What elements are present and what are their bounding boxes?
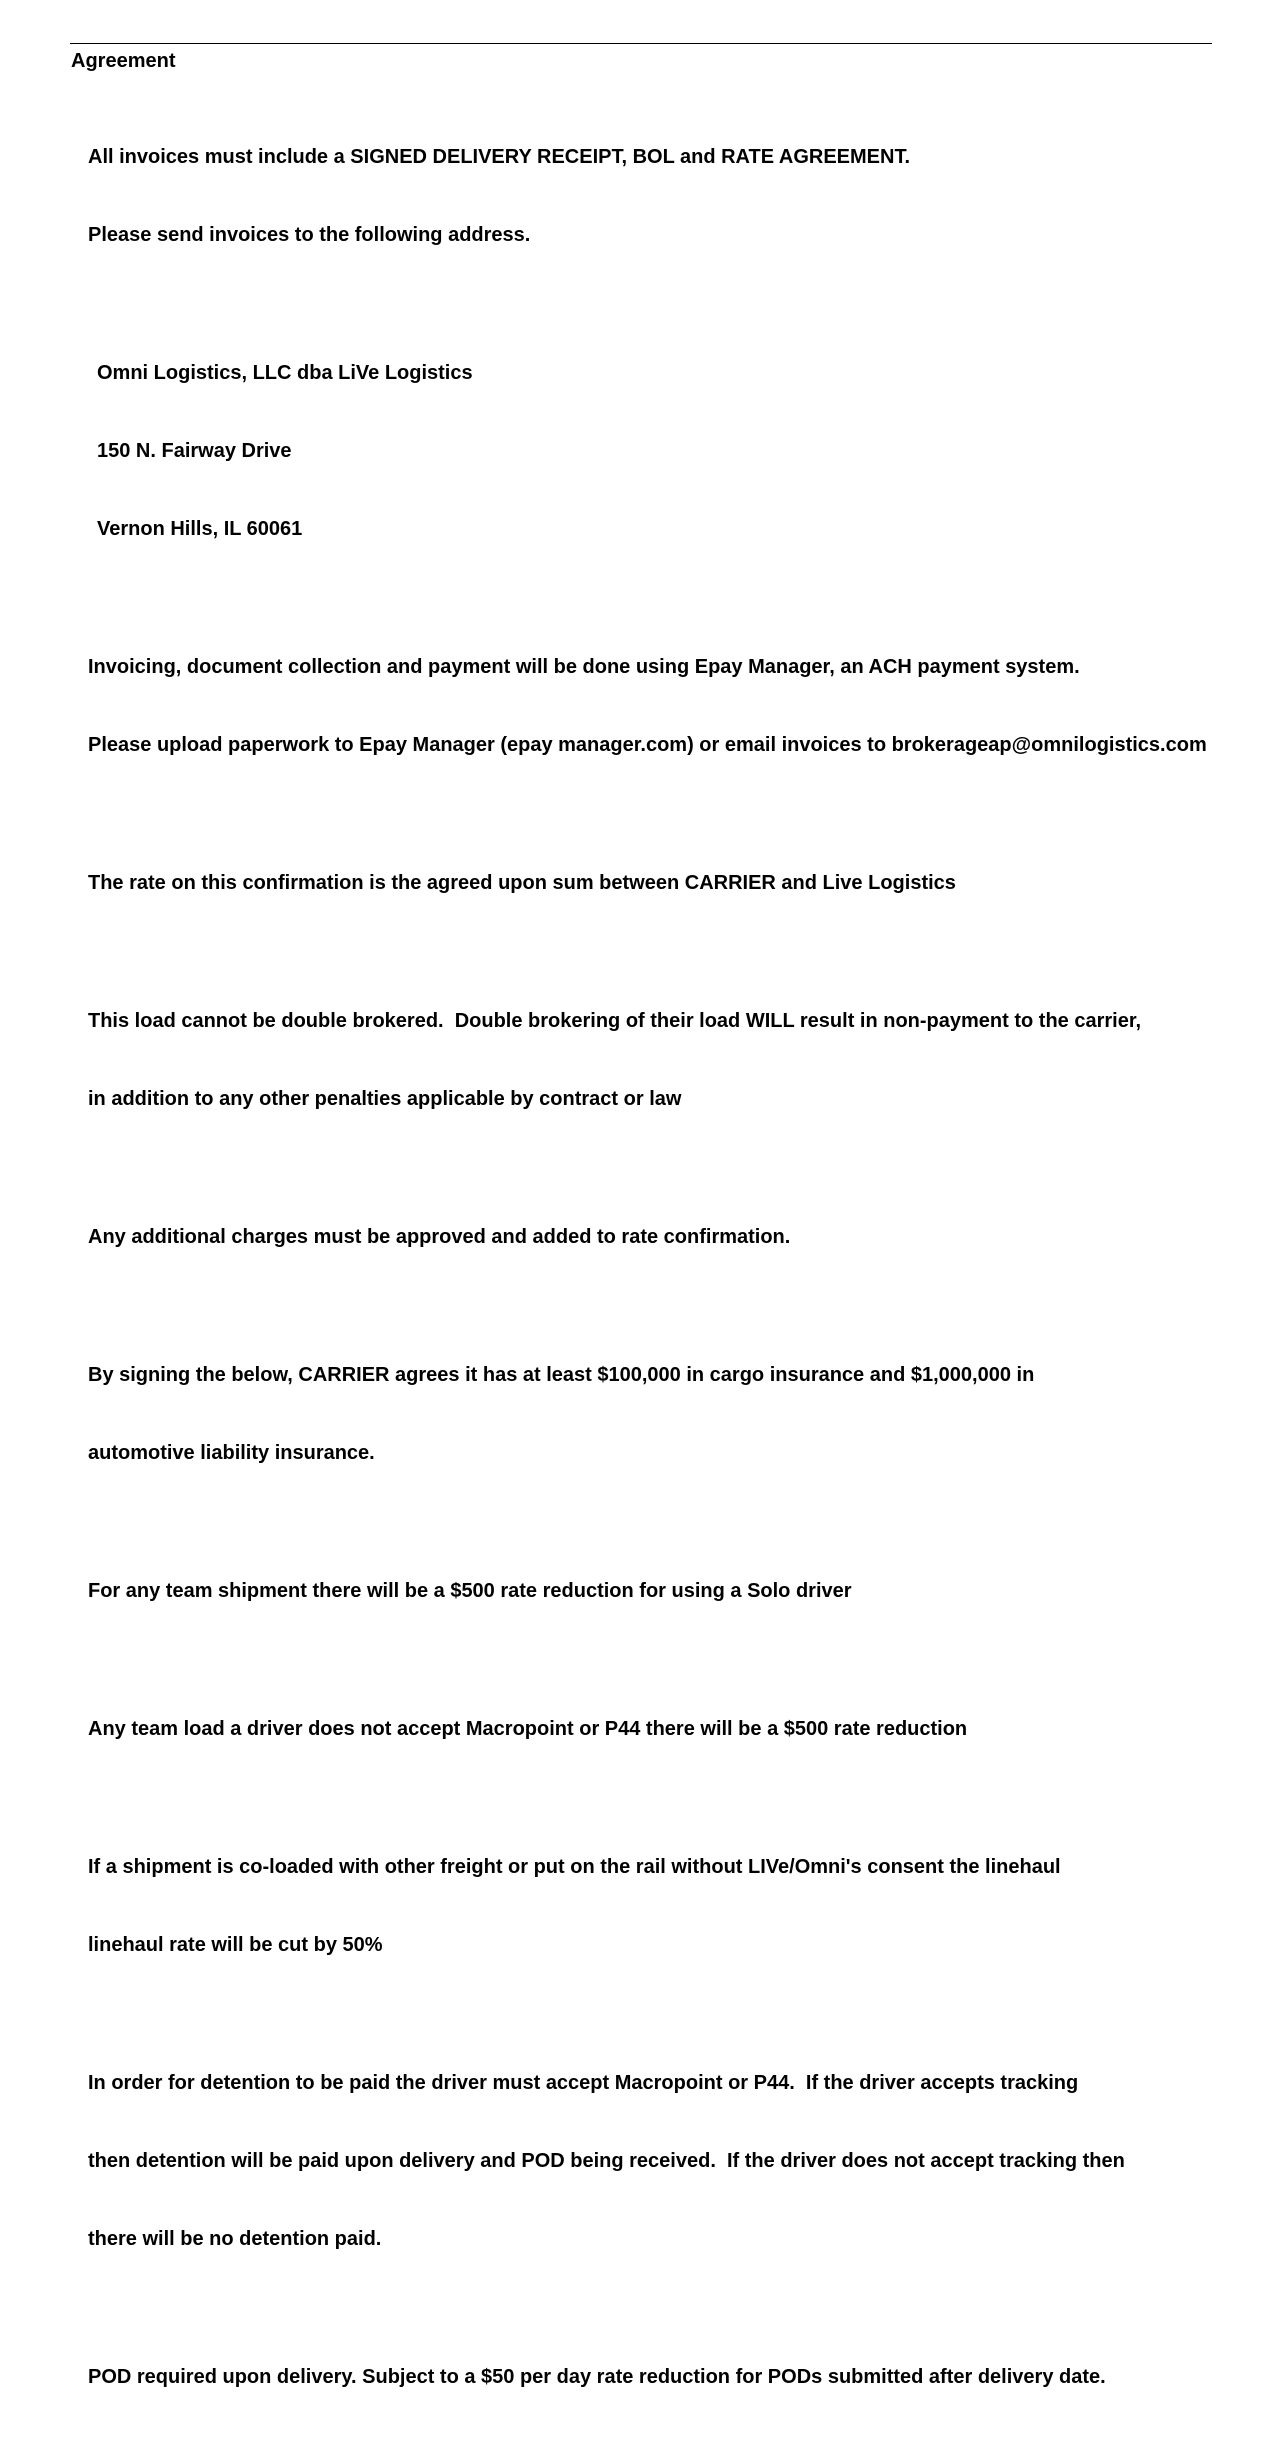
text-line: POD required upon delivery. Subject to a $50 per day rate reduction for PODs submitted after delivery date. [88,2366,1106,2388]
text-line: Please send invoices to the following address. [88,224,531,246]
text-line: Any team load a driver does not accept Macropoint or P44 there will be a $500 rate reduction [88,1718,968,1740]
team-solo-paragraph [88,1526,1278,1656]
detention-paragraph [88,2018,1278,2304]
text-line: automotive liability insurance. [88,1442,375,1464]
address-company: Omni Logistics, LLC dba LiVe Logistics [97,362,473,384]
invoicing-paragraph [88,602,1278,810]
agreement-terms [88,92,1278,2450]
text-line: This load cannot be double brokered. Double brokering of their load WILL result in non-payment to the carrier, [88,1010,1142,1032]
text-line: then detention will be paid upon delivery and POD being received. If the driver does not accept tracking then [88,2150,1125,2172]
text-line: there will be no detention paid. [88,2228,382,2250]
pod-paragraph [88,2312,1278,2442]
section-heading: Agreement [71,50,176,72]
text-line: Invoicing, document collection and payment will be done using Epay Manager, an ACH payment system. [88,656,1080,678]
text-line: linehaul rate will be cut by 50% [88,1934,383,1956]
intro-paragraph [88,92,1278,300]
team-tracking-paragraph [88,1664,1278,1794]
text-line: All invoices must include a SIGNED DELIVERY RECEIPT, BOL and RATE AGREEMENT. [88,146,911,168]
insurance-paragraph [88,1310,1278,1518]
double-brokering-paragraph [88,956,1278,1164]
coloaded-paragraph [88,1802,1278,2010]
text-line: Please upload paperwork to Epay Manager (epay manager.com) or email invoices to brokerageap@omnilogistics.com [88,734,1207,756]
text-line: By signing the below, CARRIER agrees it has at least $100,000 in cargo insurance and $1,000,000 in [88,1364,1035,1386]
text-line: The rate on this confirmation is the agreed upon sum between CARRIER and Live Logistics [88,872,956,894]
text-line: For any team shipment there will be a $500 rate reduction for using a Solo driver [88,1580,852,1602]
text-line: If a shipment is co-loaded with other freight or put on the rail without LIVe/Omni's consent the linehaul [88,1856,1061,1878]
address-street: 150 N. Fairway Drive [97,440,292,462]
header-rule [70,43,1212,44]
text-line: Any additional charges must be approved and added to rate confirmation. [88,1226,791,1248]
invoice-address [97,308,1278,594]
text-line: in addition to any other penalties applicable by contract or law [88,1088,682,1110]
rate-paragraph [88,818,1278,948]
text-line: In order for detention to be paid the driver must accept Macropoint or P44. If the driver accepts tracking [88,2072,1079,2094]
additional-charges-paragraph [88,1172,1278,1302]
address-city: Vernon Hills, IL 60061 [97,518,303,540]
